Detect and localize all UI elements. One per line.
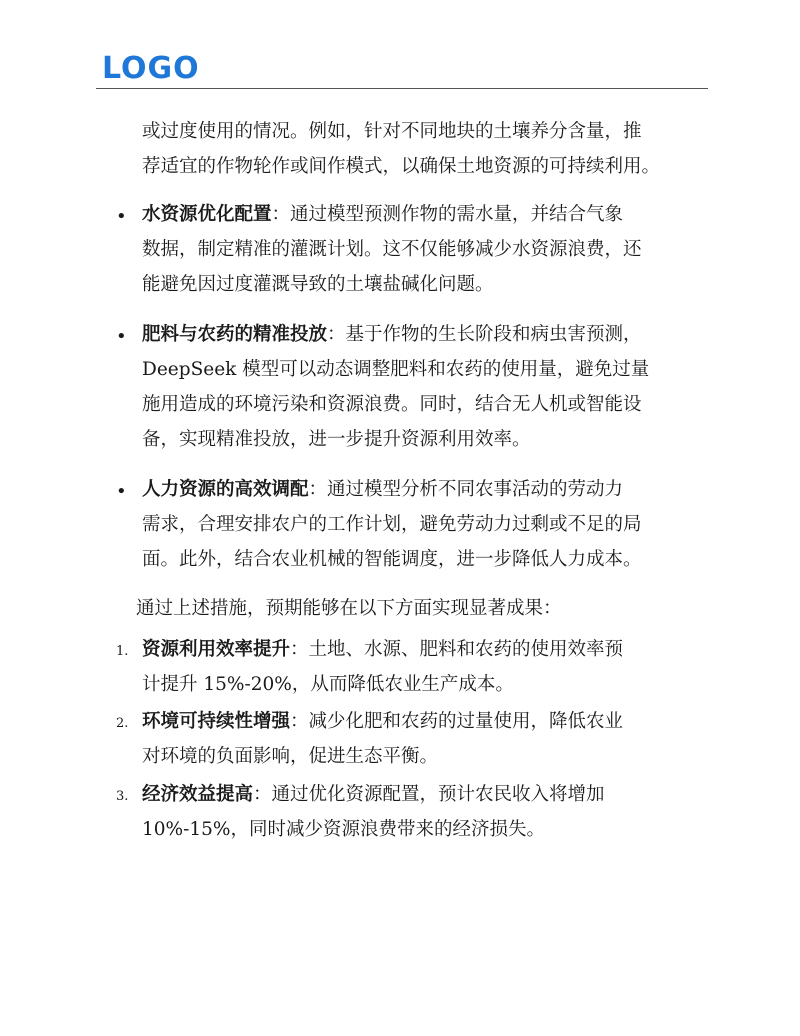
bullet-text-line: DeepSeek 模型可以动态调整肥料和农药的使用量，避免过量: [142, 359, 650, 380]
summary-paragraph: 通过上述措施，预期能够在以下方面实现显著成果：: [136, 598, 562, 619]
list-number: 2.: [116, 716, 129, 731]
page-header: [96, 52, 708, 89]
bullet-item: [142, 203, 623, 227]
bullet-text: ：通过模型预测作物的需水量，并结合气象: [271, 204, 624, 225]
bullet-icon: •: [116, 206, 127, 227]
logo: LOGO: [102, 51, 200, 86]
outcome-item: [142, 638, 623, 662]
outcome-text: ：土地、水源、肥料和农药的使用效率预: [290, 639, 624, 660]
bullet-title: 肥料与农药的精准投放: [142, 324, 328, 345]
bullet-text-line: 施用造成的环境污染和资源浪费。同时，结合无人机或智能设: [142, 394, 642, 415]
bullet-text-line: 能避免因过度灌溉导致的土壤盐碱化问题。: [142, 274, 494, 295]
bullet-title: 水资源优化配置: [142, 204, 272, 225]
outcome-text: ：通过优化资源配置，预计农民收入将增加: [253, 784, 605, 805]
bullet-text: ：通过模型分析不同农事活动的劳动力: [308, 479, 624, 500]
bullet-title: 人力资源的高效调配: [142, 479, 309, 500]
bullet-text-line: 备，实现精准投放，进一步提升资源利用效率。: [142, 429, 531, 450]
bullet-text: ：基于作物的生长阶段和病虫害预测，: [327, 324, 642, 345]
outcome-item: [142, 710, 623, 734]
bullet-icon: •: [116, 326, 127, 347]
outcome-item: [142, 783, 605, 807]
list-number: 1.: [116, 644, 129, 659]
outcome-text: ：减少化肥和农药的过量使用，降低农业: [290, 711, 624, 732]
bullet-icon: •: [116, 481, 127, 502]
outcome-text-line: 对环境的负面影响，促进生态平衡。: [142, 746, 439, 767]
bullet-text-line: 数据，制定精准的灌溉计划。这不仅能够减少水资源浪费，还: [142, 239, 642, 260]
outcome-title: 环境可持续性增强: [142, 711, 291, 732]
bullet-text-line: 需求，合理安排农户的工作计划，避免劳动力过剩或不足的局: [142, 514, 642, 535]
paragraph-line: 或过度使用的情况。例如，针对不同地块的土壤养分含量，推: [142, 121, 642, 142]
outcome-title: 经济效益提高: [142, 784, 254, 805]
outcome-text-line: 10%-15%，同时减少资源浪费带来的经济损失。: [142, 819, 545, 840]
list-number: 3.: [116, 789, 129, 804]
bullet-item: [142, 323, 642, 347]
outcome-title: 资源利用效率提升: [142, 639, 291, 660]
outcome-text-line: 计提升 15%-20%，从而降低农业生产成本。: [142, 674, 514, 695]
paragraph-line: 荐适宜的作物轮作或间作模式，以确保土地资源的可持续利用。: [142, 156, 661, 177]
bullet-text-line: 面。此外，结合农业机械的智能调度，进一步降低人力成本。: [142, 549, 642, 570]
bullet-item: [142, 478, 623, 502]
